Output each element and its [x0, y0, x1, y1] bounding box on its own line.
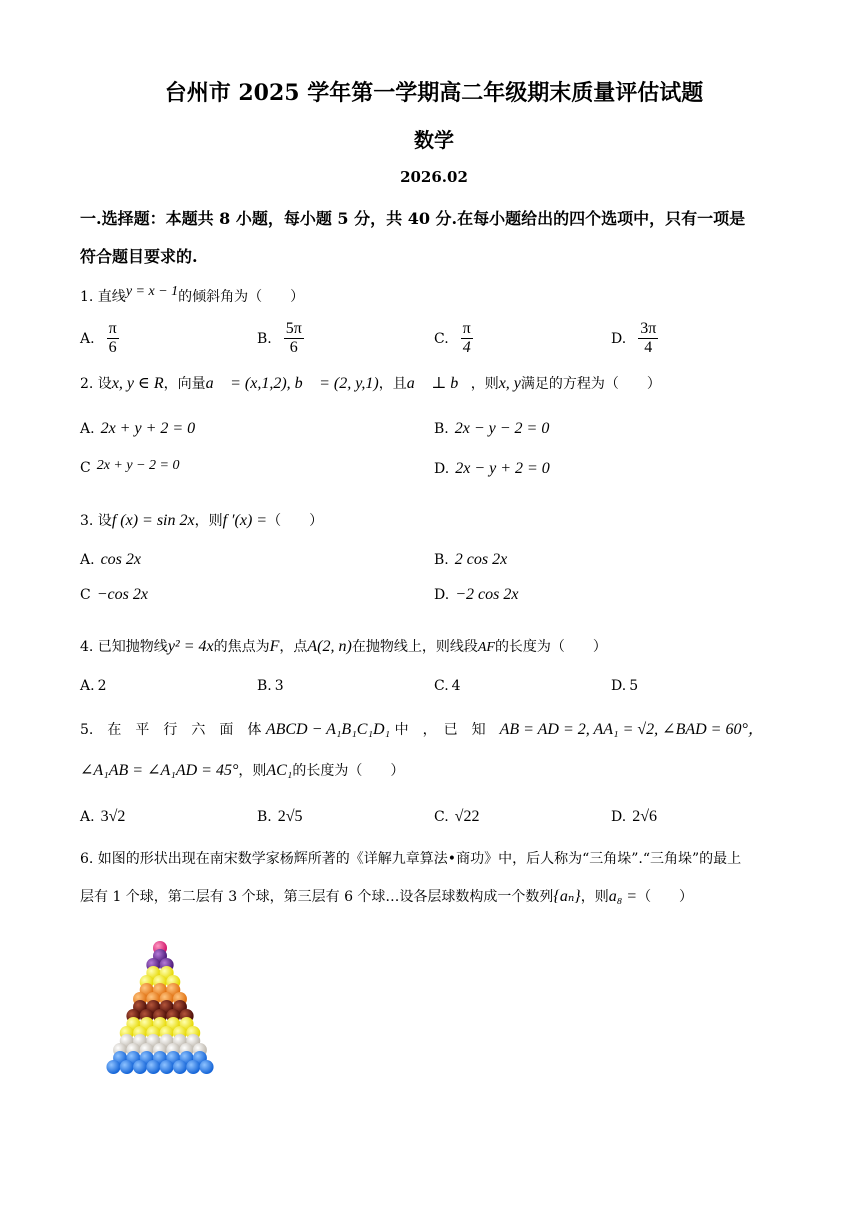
- exam-subject: 数学: [414, 128, 454, 152]
- q4-option-b: B. 3: [257, 678, 284, 694]
- q5-option-c: C. √22: [434, 808, 480, 825]
- q5-option-b: B. 2√5: [257, 808, 303, 825]
- q4-option-a: A. 2: [80, 678, 107, 694]
- q2-option-b: B. 2x − y − 2 = 0: [434, 420, 550, 437]
- question-4-stem: 4. 已知抛物线y² = 4x的焦点为F，点A(2, n)在抛物线上，则线段AF的长度为（ ）: [80, 638, 607, 655]
- section-heading-line2: 符合题目要求的.: [80, 247, 198, 266]
- q4-option-c: C. 4: [434, 678, 461, 694]
- q5-option-d: D. 2√6: [611, 808, 657, 825]
- q1-option-a: A. $\frac{\pi}{6}$: [80, 320, 117, 356]
- q2-option-d: D. 2x − y + 2 = 0: [434, 460, 550, 477]
- q1-option-d: D. $\frac{3\pi}{4}$: [611, 320, 657, 356]
- pyramid-ball: [106, 1060, 120, 1074]
- question-5-stem-line2: ∠A₁AB = ∠A₁AD = 45°，则AC₁的长度为（ ）: [80, 762, 405, 779]
- q1-option-b: B. $\frac{5\pi}{6}$: [257, 320, 302, 356]
- question-3-stem: 3. 设f (x) = sin 2x，则f ′(x) =（ ）: [80, 512, 324, 529]
- pyramid-ball: [146, 1060, 160, 1074]
- q4-option-d: D. 5: [611, 678, 639, 694]
- q2-option-c: C 2x + y − 2 = 0: [80, 458, 180, 476]
- ball-pyramid-figure: [80, 928, 240, 1093]
- q3-option-c: C −cos 2x: [80, 586, 148, 603]
- question-6-stem-line2: 层有 1 个球，第二层有 3 个球，第三层有 6 个球…设各层球数构成一个数列{aₙ}，则a₈ =（ ）: [80, 888, 694, 905]
- q5-option-a: A. 3√2: [80, 808, 126, 825]
- pyramid-ball: [160, 1060, 174, 1074]
- question-2-stem: 2. 设x, y ∈ R，向量a⃗ = (x,1,2), b⃗ = (2, y,1)，且a⃗ ⊥ b⃗，则x, y满足的方程为（ ）: [80, 375, 661, 392]
- q3-option-b: B. 2 cos 2x: [434, 551, 508, 568]
- exam-date: 2026.02: [400, 168, 468, 186]
- q3-option-a: A. cos 2x: [80, 551, 141, 568]
- exam-title: 台州市 2025 学年第一学期高二年级期末质量评估试题: [164, 80, 704, 106]
- pyramid-ball: [120, 1060, 134, 1074]
- pyramid-ball: [173, 1060, 187, 1074]
- question-6-stem-line1: 6. 如图的形状出现在南宋数学家杨辉所著的《详解九章算法•商功》中，后人称为“三角垛”.“三角垛”的最上: [80, 851, 742, 867]
- question-1-stem: 1. 直线y = x − 1的倾斜角为（ ）: [80, 284, 305, 305]
- pyramid-ball: [186, 1060, 200, 1074]
- q1-option-c: C. $\frac{\pi}{4}$: [434, 320, 471, 356]
- question-5-stem-line1: 5. 在 平 行 六 面 体 ABCD − A₁B₁C₁D₁ 中 ， 已 知 AB = AD = 2, AA₁ = √2, ∠BAD = 60°，: [80, 721, 764, 738]
- q3-option-d: D. −2 cos 2x: [434, 586, 519, 603]
- pyramid-ball: [133, 1060, 147, 1074]
- pyramid-ball: [200, 1060, 214, 1074]
- q2-option-a: A. 2x + y + 2 = 0: [80, 420, 196, 437]
- section-heading-line1: 一.选择题：本题共 8 小题，每小题 5 分，共 40 分.在每小题给出的四个选项中，只有一项是: [80, 209, 746, 228]
